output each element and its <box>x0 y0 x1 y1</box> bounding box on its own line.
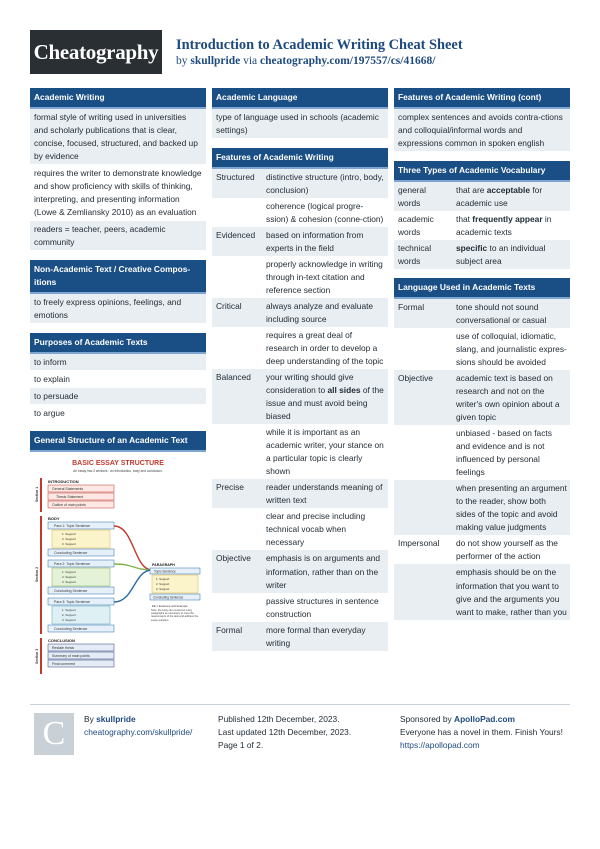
para-1-support-box <box>52 530 110 548</box>
essay-structure-diagram-wrap <box>30 452 206 690</box>
row-value: tone should not sound conversational or casual <box>452 299 570 328</box>
section-language-used <box>394 278 570 619</box>
table-row <box>394 182 570 211</box>
row-value <box>452 182 570 211</box>
section-features-cont <box>394 88 570 152</box>
section-heading: Academic Writing <box>30 88 206 109</box>
row-value <box>452 240 570 269</box>
row-key: Formal <box>212 622 262 651</box>
table-row <box>212 369 388 424</box>
row-key: Critical <box>212 298 262 327</box>
list-item: to persuade <box>30 388 206 405</box>
row-value: more formal than everyday writing <box>262 622 388 651</box>
list-item: formal style of writing used in universities and scholarly publications that is clear, concise, focused, structured, and backed up by evidence <box>30 109 206 165</box>
footer-dates-block <box>218 713 351 752</box>
section-heading: Purposes of Academic Texts <box>30 333 206 354</box>
row-key: technical words <box>394 240 452 269</box>
updated-date: Last updated 12th December, 2023. <box>218 727 352 738</box>
author-avatar[interactable]: C <box>34 713 74 755</box>
row-value-text: to an individual subject area <box>456 243 546 267</box>
row-value: properly acknowledge in writing through in-text citation and reference section <box>266 259 383 296</box>
row-key <box>212 327 262 369</box>
para-3-support-3: 3. Support <box>62 618 76 623</box>
row-key: Objective <box>394 370 452 425</box>
para-1-support-2: 2. Support <box>62 537 76 542</box>
row-value: distinctive structure (intro, body, conclusion) <box>262 169 388 198</box>
list-item: to explain <box>30 371 206 388</box>
essay-structure-diagram <box>34 456 202 682</box>
table-row <box>394 564 570 619</box>
section-heading: Non-Academic Text / Creative Compos-itions <box>30 260 206 294</box>
row-value <box>262 369 388 424</box>
section-vocabulary <box>394 161 570 269</box>
footer-author-url[interactable]: cheatography.com/skullpride/ <box>84 727 193 738</box>
section-2-bracket <box>40 516 42 634</box>
section-academic-writing <box>30 88 206 251</box>
row-value-emphasis: specific <box>456 243 488 254</box>
sponsor-url[interactable]: https://apollopad.com <box>400 740 480 751</box>
diagram-subtitle: An essay has 3 sections : an introduction, body and conclusion. <box>73 469 163 474</box>
row-value: always analyze and evaluate including source <box>262 298 388 327</box>
table-row <box>212 227 388 256</box>
column-1 <box>30 88 206 699</box>
list-item: type of language used in schools (academic settings) <box>212 109 388 139</box>
conclusion-item-1: Restate thesis <box>52 646 75 651</box>
row-value: passive structures in sentence construction <box>266 595 379 619</box>
byline <box>176 53 435 71</box>
published-date: Published 12th December, 2023. <box>218 714 340 724</box>
language-table <box>394 299 570 619</box>
table-row <box>212 550 388 592</box>
footer-author-line <box>84 713 192 726</box>
row-key: Formal <box>394 299 452 328</box>
paragraph-support-2: 2. Support <box>156 582 170 587</box>
row-key <box>394 480 452 535</box>
table-row <box>212 298 388 327</box>
row-value: coherence (logical progre-ssion) & cohesion (conne-ction) <box>266 201 384 225</box>
para-2-support-1: 1. Support <box>62 570 76 575</box>
row-key: Precise <box>212 479 262 508</box>
section-1-bracket <box>40 478 42 512</box>
row-key: Impersonal <box>398 538 440 549</box>
para-3-support-2: 2. Support <box>62 613 76 618</box>
column-2 <box>212 88 388 660</box>
row-key <box>212 424 262 479</box>
paragraph-support-1: 1. Support <box>156 577 170 582</box>
section-2-label: Section 2 <box>35 567 39 583</box>
intro-item-1: General Statements <box>52 487 84 492</box>
section-heading: Features of Academic Writing (cont) <box>394 88 570 109</box>
row-key: general words <box>394 182 452 211</box>
row-key <box>394 328 452 370</box>
paragraph-label: PARAGRAPH <box>152 563 175 568</box>
conclusion-label: CONCLUSION <box>48 638 75 644</box>
row-value: based on information from experts in the field <box>262 227 388 256</box>
author-link[interactable]: skullpride <box>190 55 241 67</box>
row-value-text: your writing should give consideration to <box>266 372 354 396</box>
byline-prefix: by <box>176 55 191 67</box>
list-item: requires the writer to demonstrate knowledge and show proficiency with skills of thinking, interpreting, and presenting information (Lowe & Zemliansky 2010) as an evaluation <box>30 165 206 221</box>
paragraph-topic: Topic Sentence <box>154 569 176 574</box>
row-value: use of colloquial, idiomatic, slang, and journalistic expres-sions should be avoided <box>456 331 567 368</box>
ee-label: EE = Evidence and Example <box>152 604 188 609</box>
table-row <box>394 328 570 370</box>
paragraph-note: Note, the body can consist as many paragraphs as necessary to meet the requirements of the task and address the essay question. <box>151 609 199 623</box>
para-2-support-3: 3. Support <box>62 580 76 585</box>
para-2-support-2: 2. Support <box>62 575 76 580</box>
row-value: while it is important as an academic writer, your stance on a particular topic is clearly shown <box>266 427 384 477</box>
table-row <box>394 240 570 269</box>
row-key <box>212 198 262 227</box>
sponsor-text: Everyone has a novel in them. Finish Yours! <box>400 727 563 738</box>
section-purposes <box>30 333 206 422</box>
section-heading: Academic Language <box>212 88 388 109</box>
section-structure <box>30 431 206 690</box>
column-3 <box>394 88 570 629</box>
para-2-concluding: Concluding Sentence <box>54 589 88 594</box>
sponsor-link[interactable]: ApolloPad.com <box>454 714 515 724</box>
row-key <box>212 256 262 298</box>
section-heading: Three Types of Academic Vocabulary <box>394 161 570 182</box>
byline-via: via <box>240 55 261 67</box>
list-item: readers = teacher, peers, academic community <box>30 221 206 251</box>
page-number: Page 1 of 2. <box>218 740 264 751</box>
row-value: academic text is based on research and not on the writer's own opinion about a given topic <box>452 370 570 425</box>
page-footer <box>30 704 570 764</box>
table-row <box>394 211 570 240</box>
row-value <box>452 211 570 240</box>
row-key: academic words <box>398 214 434 238</box>
para-1-support-1: 1. Support <box>62 532 76 537</box>
row-key <box>394 425 452 480</box>
row-value: do not show yourself as the performer of the action <box>456 538 558 562</box>
page-title: Introduction to Academic Writing Cheat Sheet <box>176 37 463 53</box>
list-item: complex sentences and avoids contra-ctions and colloquial/informal words and expressions common in spoken english <box>394 109 570 152</box>
para-3-concluding: Concluding Sentence <box>54 627 88 632</box>
section-heading: Features of Academic Writing <box>212 148 388 169</box>
table-row <box>212 169 388 198</box>
table-row <box>212 198 388 227</box>
row-value: when presenting an argument to the reader, show both sides of the topic and avoid making value judgments <box>452 480 570 535</box>
row-value-emphasis: frequently appear <box>472 214 543 225</box>
page-header <box>30 30 570 74</box>
row-key: Evidenced <box>212 227 262 256</box>
para-1-concluding: Concluding Sentence <box>54 551 88 556</box>
para-3-support-1: 1. Support <box>62 608 76 613</box>
row-value-text: that are <box>456 185 487 196</box>
row-value-emphasis: all sides <box>327 385 361 396</box>
para-3-label: Para 3: Topic Sentence <box>54 600 91 605</box>
table-row <box>394 425 570 480</box>
section-heading: Language Used in Academic Texts <box>394 278 570 299</box>
row-value: reader understands meaning of written text <box>262 479 388 508</box>
footer-author-block <box>84 713 192 739</box>
section-academic-language <box>212 88 388 139</box>
table-row <box>394 535 570 564</box>
sponsor-line <box>400 713 570 726</box>
footer-sponsor-block <box>400 713 570 752</box>
sponsor-label: Sponsored by <box>400 714 455 724</box>
section-3-bracket <box>40 638 42 674</box>
table-row <box>212 256 388 298</box>
intro-item-3: Outline of main points <box>52 503 86 508</box>
table-row <box>212 593 388 622</box>
row-value-text: that <box>456 214 473 225</box>
para-2-label: Para 2: Topic Sentence <box>54 562 91 567</box>
conclusion-item-3: Final comment <box>52 662 75 667</box>
row-value-emphasis: acceptable <box>486 185 531 196</box>
para-2-support-box <box>52 568 110 586</box>
sheet-url-link[interactable]: cheatography.com/197557/cs/41668/ <box>260 55 436 67</box>
list-item: to inform <box>30 354 206 371</box>
table-row <box>394 480 570 535</box>
table-row <box>394 299 570 328</box>
row-value: emphasis is on arguments and information, rather than on the writer <box>262 550 388 592</box>
row-key: Structured <box>212 169 262 198</box>
body-label: BODY <box>48 516 60 522</box>
row-value: clear and precise including technical vocab when necessary <box>266 511 366 548</box>
para-3-support-box <box>52 606 110 624</box>
paragraph-concluding: Concluding Sentence <box>153 595 184 600</box>
para-1-support-3: 3. Support <box>62 542 76 547</box>
table-row <box>212 479 388 508</box>
row-value: requires a great deal of research in order to develop a deep understanding of the topic <box>266 330 384 367</box>
section-non-academic <box>30 260 206 324</box>
para-1-label: Para 1: Topic Sentence <box>54 524 91 529</box>
list-item: to freely express opinions, feelings, and emotions <box>30 294 206 324</box>
table-row <box>212 508 388 550</box>
vocabulary-table <box>394 182 570 269</box>
footer-author-link[interactable]: skullpride <box>96 714 136 724</box>
features-table <box>212 169 388 651</box>
section-3-label: Section 3 <box>35 649 39 665</box>
conclusion-item-2: Summary of main points <box>52 654 90 659</box>
row-key: Objective <box>212 550 262 592</box>
row-value-text: of the issue and must avoid being biased <box>266 385 384 422</box>
cheatography-logo[interactable]: Cheatography <box>30 30 162 74</box>
table-row <box>212 424 388 479</box>
row-key <box>212 508 262 550</box>
row-value: emphasis should be on the information that you want to give and the arguments you want to make, rather than you <box>452 564 570 619</box>
footer-by-label: By <box>84 714 97 724</box>
row-key: Balanced <box>212 369 262 424</box>
table-row <box>212 327 388 369</box>
list-item: to argue <box>30 405 206 422</box>
paragraph-note-box <box>151 609 199 635</box>
paragraph-support-3: 3. Support <box>156 587 170 592</box>
table-row <box>394 370 570 425</box>
section-1-label: Section 1 <box>35 487 39 503</box>
row-value-text: for academic use <box>456 185 543 209</box>
row-key <box>212 593 262 622</box>
diagram-title: BASIC ESSAY STRUCTURE <box>72 460 164 468</box>
section-features <box>212 148 388 651</box>
row-value: unbiased - based on facts and evidence and is not influenced by personal feelings <box>456 428 552 478</box>
table-row <box>212 622 388 651</box>
section-heading: General Structure of an Academic Text <box>30 431 206 452</box>
intro-item-2: Thesis Statement <box>56 495 84 500</box>
intro-label: INTRODUCTION <box>48 479 79 485</box>
row-key <box>394 564 452 619</box>
row-value-text: in academic texts <box>456 214 552 238</box>
